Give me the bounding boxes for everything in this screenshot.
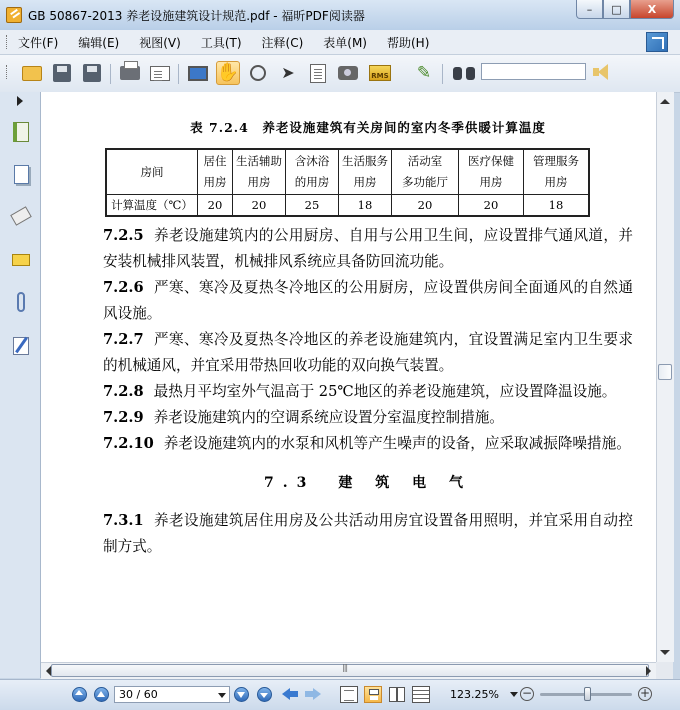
menu-file[interactable]: 文件(F) xyxy=(18,35,59,50)
select-cursor-icon: ➤ xyxy=(281,63,295,82)
zoom-glass-icon xyxy=(250,65,266,81)
comment-note-icon xyxy=(12,254,30,266)
window-title: GB 50867-2013 养老设施建筑设计规范.pdf - 福昕PDF阅读器 xyxy=(28,9,365,23)
table-cell: 20 xyxy=(233,195,286,217)
clause-7-2-8 xyxy=(103,379,633,405)
clause-7-2-6 xyxy=(103,275,633,327)
menu-edit[interactable]: 编辑(E) xyxy=(78,35,120,50)
pages-panel-button[interactable] xyxy=(10,162,32,186)
menu-forms[interactable]: 表单(M) xyxy=(323,35,367,50)
attachments-panel-button[interactable] xyxy=(10,290,32,314)
clause-text: 养老设施建筑内的水泵和风机等产生噪声的设备，应采取减振降噪措施。 xyxy=(163,435,631,452)
save-icon xyxy=(53,64,71,82)
last-page-icon[interactable] xyxy=(257,687,272,702)
bookmarks-panel-button[interactable] xyxy=(10,120,32,144)
table-header-cell: 居住 用房 xyxy=(198,149,233,195)
select-tool-button[interactable] xyxy=(276,61,300,85)
toolbar-separator xyxy=(178,64,179,84)
table-cell: 25 xyxy=(286,195,339,217)
clause-text: 养老设施建筑居住用房及公共活动用房宜设置备用照明，并宜采用自动控制方式。 xyxy=(103,512,633,555)
table-header-cell: 管理服务 用房 xyxy=(524,149,590,195)
table-header-cell: 活动室 多功能厅 xyxy=(392,149,459,195)
toolbar-grip xyxy=(6,65,10,79)
page-number-input[interactable] xyxy=(114,686,230,703)
text-select-button[interactable] xyxy=(306,61,330,85)
clause-number: 7.2.8 xyxy=(103,383,144,400)
print-icon xyxy=(120,66,140,80)
table-header-cell: 房间 xyxy=(106,149,198,195)
clause-number: 7.2.9 xyxy=(103,409,144,426)
toolbar-separator xyxy=(110,64,111,84)
hand-tool-button[interactable] xyxy=(216,61,240,85)
scrollbar-corner xyxy=(656,662,673,679)
page-indicator: 30 / 60 xyxy=(119,688,158,701)
clause-7-2-7 xyxy=(103,327,633,379)
menu-bar xyxy=(0,30,680,55)
restore-layout-icon[interactable] xyxy=(646,32,668,52)
clause-number: 7.2.6 xyxy=(103,279,144,296)
next-page-icon[interactable] xyxy=(234,687,249,702)
temperature-table xyxy=(105,148,590,217)
previous-page-icon[interactable] xyxy=(94,687,109,702)
go-forward-icon[interactable] xyxy=(305,688,321,700)
zoom-out-icon[interactable]: − xyxy=(521,686,533,700)
text-select-icon xyxy=(310,64,326,83)
document-view[interactable] xyxy=(41,92,656,662)
email-button[interactable] xyxy=(148,61,172,85)
signature-pen-icon: ✎ xyxy=(416,62,432,83)
expand-panel-icon[interactable] xyxy=(17,96,23,106)
find-binoculars-icon xyxy=(453,65,475,81)
table-header-row xyxy=(106,149,589,195)
menu-grip xyxy=(6,35,10,49)
clause-number: 7.3.1 xyxy=(103,512,144,529)
comments-panel-button[interactable] xyxy=(10,248,32,272)
bookmark-icon xyxy=(13,122,29,142)
table-row-label: 计算温度（℃） xyxy=(106,195,198,217)
layers-icon xyxy=(10,206,32,225)
scroll-right-icon[interactable] xyxy=(646,666,651,676)
signature-icon xyxy=(13,337,29,355)
vertical-scrollbar[interactable] xyxy=(656,92,674,662)
clause-text: 严寒、寒冷及夏热冬冷地区的公用厨房，应设置供房间全面通风的自然通风设施。 xyxy=(103,279,633,322)
clause-number: 7.2.7 xyxy=(103,331,144,348)
go-back-icon[interactable] xyxy=(282,688,298,700)
clause-7-2-10 xyxy=(103,431,633,457)
continuous-layout-icon[interactable] xyxy=(364,686,382,703)
pages-icon xyxy=(14,165,29,184)
window-controls xyxy=(576,0,674,19)
open-folder-icon xyxy=(22,66,42,81)
clause-text: 严寒、寒冷及夏热冬冷地区的养老设施建筑内，宜设置满足室内卫生要求的机械通风，并宜采用带热回收功能的双向换气装置。 xyxy=(103,331,633,374)
title-bar xyxy=(0,0,680,31)
clause-7-2-9 xyxy=(103,405,633,431)
clause-number: 7.2.5 xyxy=(103,227,144,244)
maximize-button[interactable]: □ xyxy=(603,0,630,19)
find-button[interactable] xyxy=(452,61,476,85)
table-header-cell: 医疗保健 用房 xyxy=(459,149,524,195)
fullscreen-button[interactable] xyxy=(186,61,210,85)
fullscreen-monitor-icon xyxy=(188,66,208,81)
scroll-up-icon[interactable] xyxy=(660,99,670,104)
navigation-sidebar xyxy=(0,92,41,678)
save-button[interactable] xyxy=(50,61,74,85)
zoom-level: 123.25% xyxy=(450,688,499,701)
zoom-tool-button[interactable] xyxy=(246,61,270,85)
minimize-button[interactable]: – xyxy=(576,0,603,19)
table-caption: 表 7.2.4 养老设施建筑有关房间的室内冬季供暖计算温度 xyxy=(190,120,546,135)
snapshot-camera-icon xyxy=(338,66,358,80)
single-page-layout-icon[interactable] xyxy=(340,686,358,703)
clause-text: 养老设施建筑内的空调系统应设置分室温度控制措施。 xyxy=(153,409,504,426)
first-page-icon[interactable] xyxy=(72,687,87,702)
horizontal-scrollbar[interactable] xyxy=(41,662,656,679)
clause-7-2-5 xyxy=(103,223,633,275)
zoom-in-icon[interactable]: + xyxy=(639,686,651,700)
clause-text: 最热月平均室外气温高于 25℃地区的养老设施建筑，应设置降温设施。 xyxy=(153,383,617,400)
open-button[interactable] xyxy=(20,61,44,85)
table-cell: 20 xyxy=(392,195,459,217)
clause-text: 养老设施建筑内的公用厨房、自用与公用卫生间，应设置排气通风道，并安装机械排风装置，机械排风系统应具备防回流功能。 xyxy=(103,227,633,270)
scroll-down-icon[interactable] xyxy=(660,650,670,655)
save-as-button[interactable] xyxy=(80,61,104,85)
section-heading: 7.3 建 筑 电 气 xyxy=(264,475,472,491)
menu-tools[interactable]: 工具(T) xyxy=(200,35,242,50)
table-cell: 20 xyxy=(198,195,233,217)
table-header-cell: 生活辅助 用房 xyxy=(233,149,286,195)
rms-button[interactable] xyxy=(368,61,392,85)
continuous-facing-layout-icon[interactable] xyxy=(412,686,430,703)
vertical-scroll-thumb[interactable] xyxy=(658,364,672,380)
zoom-dropdown-icon[interactable] xyxy=(510,692,518,697)
facing-layout-icon[interactable] xyxy=(388,686,406,703)
search-input[interactable] xyxy=(481,63,586,80)
page-content xyxy=(103,118,633,560)
table-row xyxy=(106,195,589,217)
clause-7-3-1 xyxy=(103,508,633,560)
status-bar xyxy=(0,679,680,710)
table-header-cell: 生活服务 用房 xyxy=(339,149,392,195)
email-icon xyxy=(150,66,170,81)
close-button[interactable]: X xyxy=(630,0,674,19)
horizontal-scroll-thumb[interactable] xyxy=(51,664,649,677)
read-aloud-icon[interactable] xyxy=(593,64,613,80)
chevron-down-icon[interactable] xyxy=(216,688,228,701)
signatures-panel-button[interactable] xyxy=(10,334,32,358)
table-header-cell: 含沐浴 的用房 xyxy=(286,149,339,195)
layers-panel-button[interactable] xyxy=(10,204,32,228)
menu-view[interactable]: 视图(V) xyxy=(139,35,181,50)
clause-number: 7.2.10 xyxy=(103,435,154,452)
menu-comments[interactable]: 注释(C) xyxy=(261,35,304,50)
print-button[interactable] xyxy=(118,61,142,85)
save-as-icon xyxy=(83,64,101,82)
menu-help[interactable]: 帮助(H) xyxy=(386,35,430,50)
table-cell: 18 xyxy=(339,195,392,217)
toolbar-separator xyxy=(442,64,443,84)
rms-icon: RMS xyxy=(369,65,391,81)
foxit-app-icon xyxy=(6,7,22,23)
table-cell: 20 xyxy=(459,195,524,217)
hand-tool-icon: ✋ xyxy=(216,62,240,83)
sign-button[interactable] xyxy=(412,61,436,85)
zoom-slider-thumb[interactable] xyxy=(584,687,591,701)
table-cell: 18 xyxy=(524,195,590,217)
paperclip-icon xyxy=(17,292,25,312)
snapshot-button[interactable] xyxy=(336,61,360,85)
